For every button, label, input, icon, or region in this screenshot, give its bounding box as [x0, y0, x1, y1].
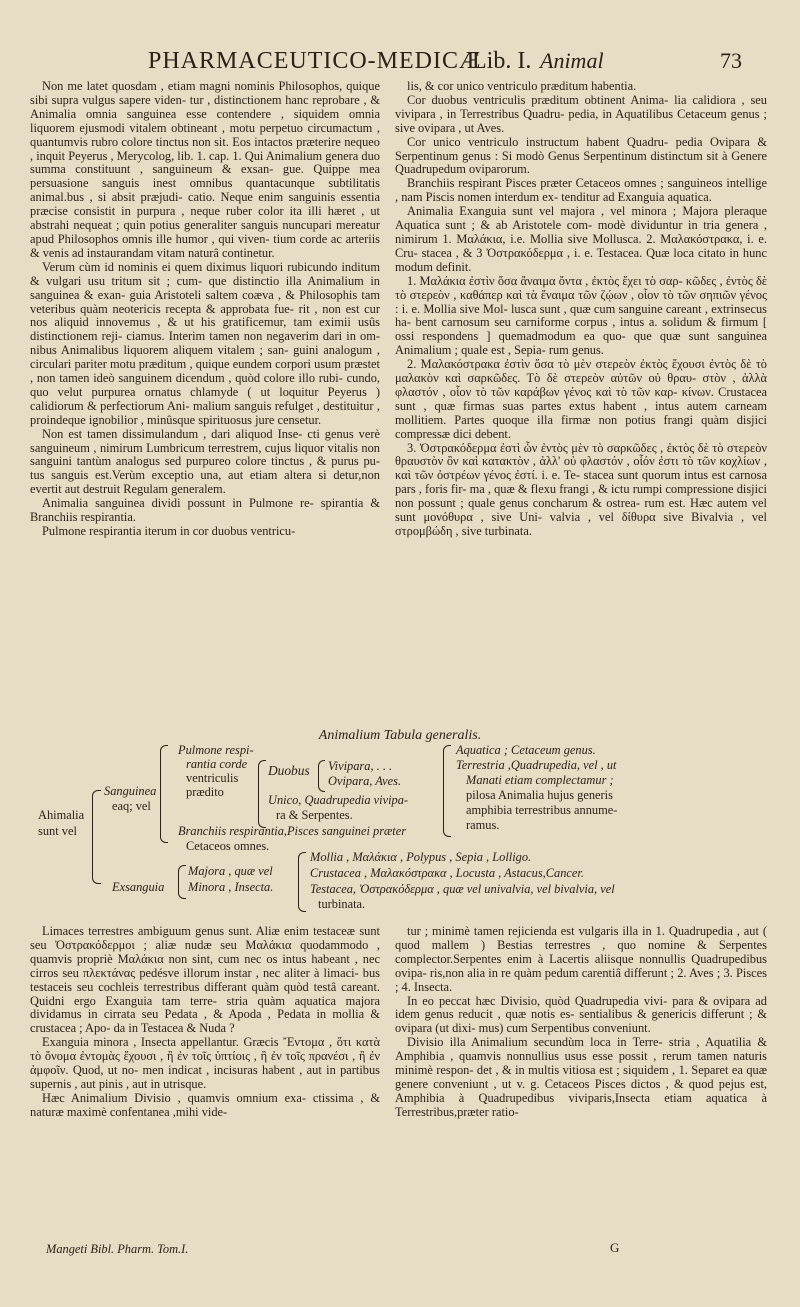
brace [298, 852, 306, 912]
table-label-exsanguia: Exsanguia [112, 880, 165, 894]
paragraph: Cor unico ventriculo instructum habent Quadru- pedia Ovipara & Serpentinum genus : Si modò Genus Serpentinum distinctum sit à Genere Quadrupedum oviparorum. [395, 134, 767, 177]
table-label: prædito [186, 785, 224, 799]
column-left-lower [30, 925, 380, 1120]
brace [160, 745, 168, 843]
table-label: ramus. [466, 818, 500, 832]
paragraph: Non me latet quosdam , etiam magni nominis Philosophos, quique sibi supra vulgus sapere viden- tur , distinctionem hanc reprobare , & Animalia omnia sanguinea esse contendere , siquidem omnia liquorem ejusmodi vitalem obtineant , motu perpetuo circumactum , quantumvis rubro colore tinctus non sit. Eos intactos præterire nequeo , inquit Peyerus , Merycolog, lib. 1. cap. 1. Qui Animalium genera duo summa constituunt , sanguineum & exsan- gue. Quippe mea persuasione sanguis inest omnibus quantacunque subtilitatis animal.bus , si absit præjudi- catio. Neque enim sanguinis essentia præcise consistit in purpura , neque ruber color ita illi hæret , ut abstrahi nequeat ; quin potius generaliter sanguis nuncupari mereatur apud Philosophos omnis ille humor , qui viven- tium corde ac arteriis & venis ad instaurandam vitam naturâ continetur. [30, 79, 380, 260]
table-label: turbinata. [318, 897, 366, 911]
paragraph: Pulmone respirantia iterum in cor duobus ventricu- [42, 524, 296, 538]
table-label-unico: Unico, Quadrupedia vivipa- [268, 793, 409, 807]
paragraph: Animalia sanguinea dividi possunt in Pulmone re- spirantia & Branchiis respirantia. [30, 496, 380, 525]
table-label: pilosa Animalia hujus generis [466, 788, 613, 802]
table-label-branchiis: Branchiis respirantia,Pisces sanguinei præter [178, 824, 407, 838]
paragraph: 1. Μαλάκια ἐστὶν ὅσα ἄναιμα ὄντα , ἐκτὸς ἔχει τὸ σαρ- κῶδες , ἐντὸς δὲ τὸ στερεὸν , καθάπερ καὶ τὰ ἔναιμα τῶν ζῴων , οἷον τὸ τῶν σηπιῶν γένος : i. e. Mollia sive Mol- lusca sunt , quæ cum sanguine careant , extrinsecus ha- bent carnosum seu carniforme corpus , intus a. solidum & firmum [ ossi respondens ] quemadmodum ea quo- que quæ sunt sanguinea Animalium ; quale est , Sepia- rum genus. [395, 273, 767, 358]
brace [178, 865, 186, 899]
paragraph: Animalia Exanguia sunt vel majora , vel minora ; Majora pleraque Aquatica sunt ; & ab Aristotele com- modè dividuntur in tria genera , nimirum 1. Μαλάκια, i.e. Mollia sive Mollusca. 2. Μαλακόστρακα, i. e. Cru- stacea , & 3 Ὀστρακόδερμα , i. e. Testacea. Quæ loca citato in hunc modum definit. [395, 204, 767, 274]
signature-mark: G [610, 1240, 620, 1255]
table-title: Animalium Tabula generalis. [318, 728, 482, 743]
paragraph: In eo peccat hæc Divisio, quòd Quadrupedia vivi- para & ovipara ad idem genus reducit , quæ notis es- sentialibus & genericis differunt ; & ovipara (ut dixi- mus) cum Serpentibus conveniunt. [395, 993, 767, 1036]
brace [443, 745, 451, 837]
brace [92, 790, 101, 884]
table-label-minora: Minora , Insecta. [188, 880, 274, 894]
column-right-lower [395, 925, 767, 1120]
running-title: PHARMACEUTICO-MEDICÆ [148, 48, 482, 74]
running-header [0, 48, 800, 78]
table-label: rantia corde [186, 757, 248, 771]
table-label-testacea: Testacea, Ὀστρακόδερμα , quæ vel univalvia, vel bivalvia, vel [310, 882, 615, 896]
book-number: Lib. I. [472, 48, 532, 74]
paragraph: Hæc Animalium Divisio , quamvis omnium exa- ctissima , & naturæ maximè confentanea ,mihi vide- [30, 1090, 380, 1119]
paragraph: Exanguia minora , Insecta appellantur. Græcis Ἔντομα , ὅτι κατὰ τὸ ὄνομα ἐντομὰς ἔχουσι , ἢ ἐν τοῖς ὑπτίοις , ἢ ἐν τοῖς πρανέσι , ἢ ἐν ἀμφοῖν. Quod, ut no- men indicat , incisuras habent , aut in partibus supernis , aut pinis , aut in utrisque. [30, 1035, 380, 1091]
table-label: amphibia terrestribus annume- [466, 803, 618, 817]
brace [318, 760, 325, 792]
column-left-upper [30, 80, 380, 539]
table-label-majora: Majora , quæ vel [188, 864, 273, 878]
table-label-mollia: Mollia , Μαλάκια , Polypus , Sepia , Lolligo. [310, 850, 532, 864]
table-root-label: Ahimalia [38, 808, 85, 822]
table-label-pulmone: Pulmone respi- [178, 743, 254, 757]
table-label: eaq; vel [112, 799, 151, 813]
table-label-terrestria: Terrestria ,Quadrupedia, vel , ut [456, 758, 617, 772]
paragraph: 3. Ὀστρακόδερμα ἐστὶ ὧν ἐντὸς μὲν τὸ σαρκῶδες , ἐκτὸς δὲ τὸ στερεὸν θραυστὸν ὂν καὶ κατακτὸν , ἀλλ' οὐ φλαστόν , οἷόν ἐστι τὸ τῶν κοχλίων , καὶ τῶν ὀστρέων γένος ἐστί. i. e. Te- stacea sunt quorum intus est carnosa pars , foris fir- ma , quæ & flexu frangi , & ictu rumpi compressione disjici non possunt ; quale genus concharum & ostrea- rum est. Hæc autem vel sunt μονόθυρα , sive Uni- valvia , vel δίθυρα sive Bivalvia , vel στρομβώδη , sive turbinata. [395, 440, 767, 538]
table-label-vivipara: Vivipara, . . . [328, 759, 393, 773]
footer-author: Mangeti Bibl. Pharm. Tom.I. [46, 1242, 189, 1256]
table-label-sanguinea: Sanguinea [104, 784, 157, 798]
table-label-ovipara: Ovipara, Aves. [328, 774, 402, 788]
table-label: Cetaceos omnes. [186, 839, 270, 853]
paragraph: tur ; minimè tamen rejicienda est vulgaris illa in 1. Quadrupedia , aut ( quod mallem ) Bestias terrestres , quo nomine & Serpentes complector.Serpentes enim à Lacertis aliisque nonnullis Quadrupedibus ovipa- ris,non alia in re quàm pedum carentiâ differunt ; 2. Aves ; 3. Pisces ; 4. Insecta. [395, 924, 767, 994]
paragraph: Non est tamen dissimulandum , dari aliquod Inse- cti genus verè sanguineum , nimirum Lumbricum terrestrem, cujus liquor vitalis non sanguini tantùm analogus sed purpureo colore tinctus , & purus pu- tus sanguis est.Verùm exceptio una, aut etiam altera si detur,non evertit aut destruit Regulam generalem. [30, 426, 380, 497]
table-label-crustacea: Crustacea , Μαλακόστρακα , Locusta , Astacus,Cancer. [310, 866, 584, 880]
table-label-aquatica: Aquatica ; Cetaceum genus. [456, 743, 596, 757]
paragraph: 2. Μαλακόστρακα ἐστὶν ὅσα τὸ μὲν στερεὸν ἐκτὸς ἔχουσι ἐντὸς δὲ τὸ μαλακὸν καὶ σαρκῶδες. Τὸ δὲ στερεὸν αὐτῶν οὐ θραυ- στὸν , ἀλλὰ φλαστόν , οἷον τὸ τῶν καράβων γένος καὶ τὸ τῶν καρ- κίνων. Crustacea sunt , quæ firmas suas partes extus habent , intus autem carneam mollitiem. Partes quoque illa firmæ non potius frangi quàm disjici compressæ dici debent. [395, 357, 767, 441]
paragraph: Branchiis respirant Pisces præter Cetaceos omnes ; sanguineos intellige , nam Piscis nomen interdum ex- tenditur ad Exanguia aquatica. [395, 176, 767, 205]
table-label: ra & Serpentes. [276, 808, 353, 822]
table-label: ventriculis [186, 771, 239, 785]
paragraph: Divisio illa Animalium secundùm loca in Terre- stria , Aquatilia & Amphibia , quamvis nonnullius usus esse possit , rerum tamen naturis minimè respon- det , & in multis vitiosa est ; siquidem , 1. Separet ea quæ genere conveniunt , ut v. g. Cetaceos Pisces dictos , & quod pejus est, Amphibia à Quadrupedibus viviparis,Insecta etiam aquatica à Terrestribus,præter ratio- [395, 1035, 767, 1119]
column-right-upper [395, 80, 767, 539]
section-name: Animal [540, 48, 604, 73]
paragraph: Verum cùm id nominis ei quem diximus liquori rubicundo inditum & vulgari usu tritum sit ; cum- que distinctio illa Animalium in sanguinea & exan- guia Aristoteli saltem coæva , & Philosophis tam veteribus quàm neotericis recepta & approbata fue- rit , non est cur nos aliquid innovemus , & ut his gratificemur, tam eximii usûs distinctionem reji- ciamus. Interim tamen non negaverim dari in om- nibus Animalibus liquorem aliquem vitalem ; san- guini analogum , circulari pariter motu præditum , quique eundem corpori usum præstet , non tamen ideò sanguinem dicendum , quòd colore illo rubi- cundo, quo velut purpurea ornatus chlamyde ( ut loquitur Peyerus ) calidiorum & perfectiorum Ani- malium sanguis refulget , destituitur , proindeque ignobilior , minûsque spirituosus jure censetur. [30, 259, 380, 427]
table-label: Manati etiam complectamur ; [466, 773, 614, 787]
brace [258, 760, 266, 828]
paragraph: lis, & cor unico ventriculo præditum habentia. [407, 79, 637, 93]
page-number: 73 [720, 48, 742, 73]
paragraph: Cor duobus ventriculis præditum obtinent Anima- lia calidiora , seu vivipara , in Terrestribus Quadru- pedia, in Aquatilibus Cetaceum genus ; sive ovipara , ut Aves. [395, 92, 767, 135]
table-root-label: sunt vel [38, 824, 77, 838]
table-label-duobus: Duobus [268, 763, 310, 778]
paragraph: Limaces terrestres ambiguum genus sunt. Aliæ enim testaceæ sunt seu Ὀστρακόδερμοι ; aliæ nudæ seu Μαλάκια quodammodo , quamvis propriè Μαλάκια non sint, cum nec os intus habeant , nec cirros seu πλεκτάνας pedésve illorum instar , nec aliter à limaci- bus testaceis seu cochleis terrestribus differant quàm quòd testâ careant. Quidni ergo Exanguia tam terre- stria quàm aquatica majora dividamus in cirrata seu Pedata , & Apoda , Pedata in mollia & crustacea ; Apo- da in Testacea & Nuda ? [30, 924, 380, 1036]
